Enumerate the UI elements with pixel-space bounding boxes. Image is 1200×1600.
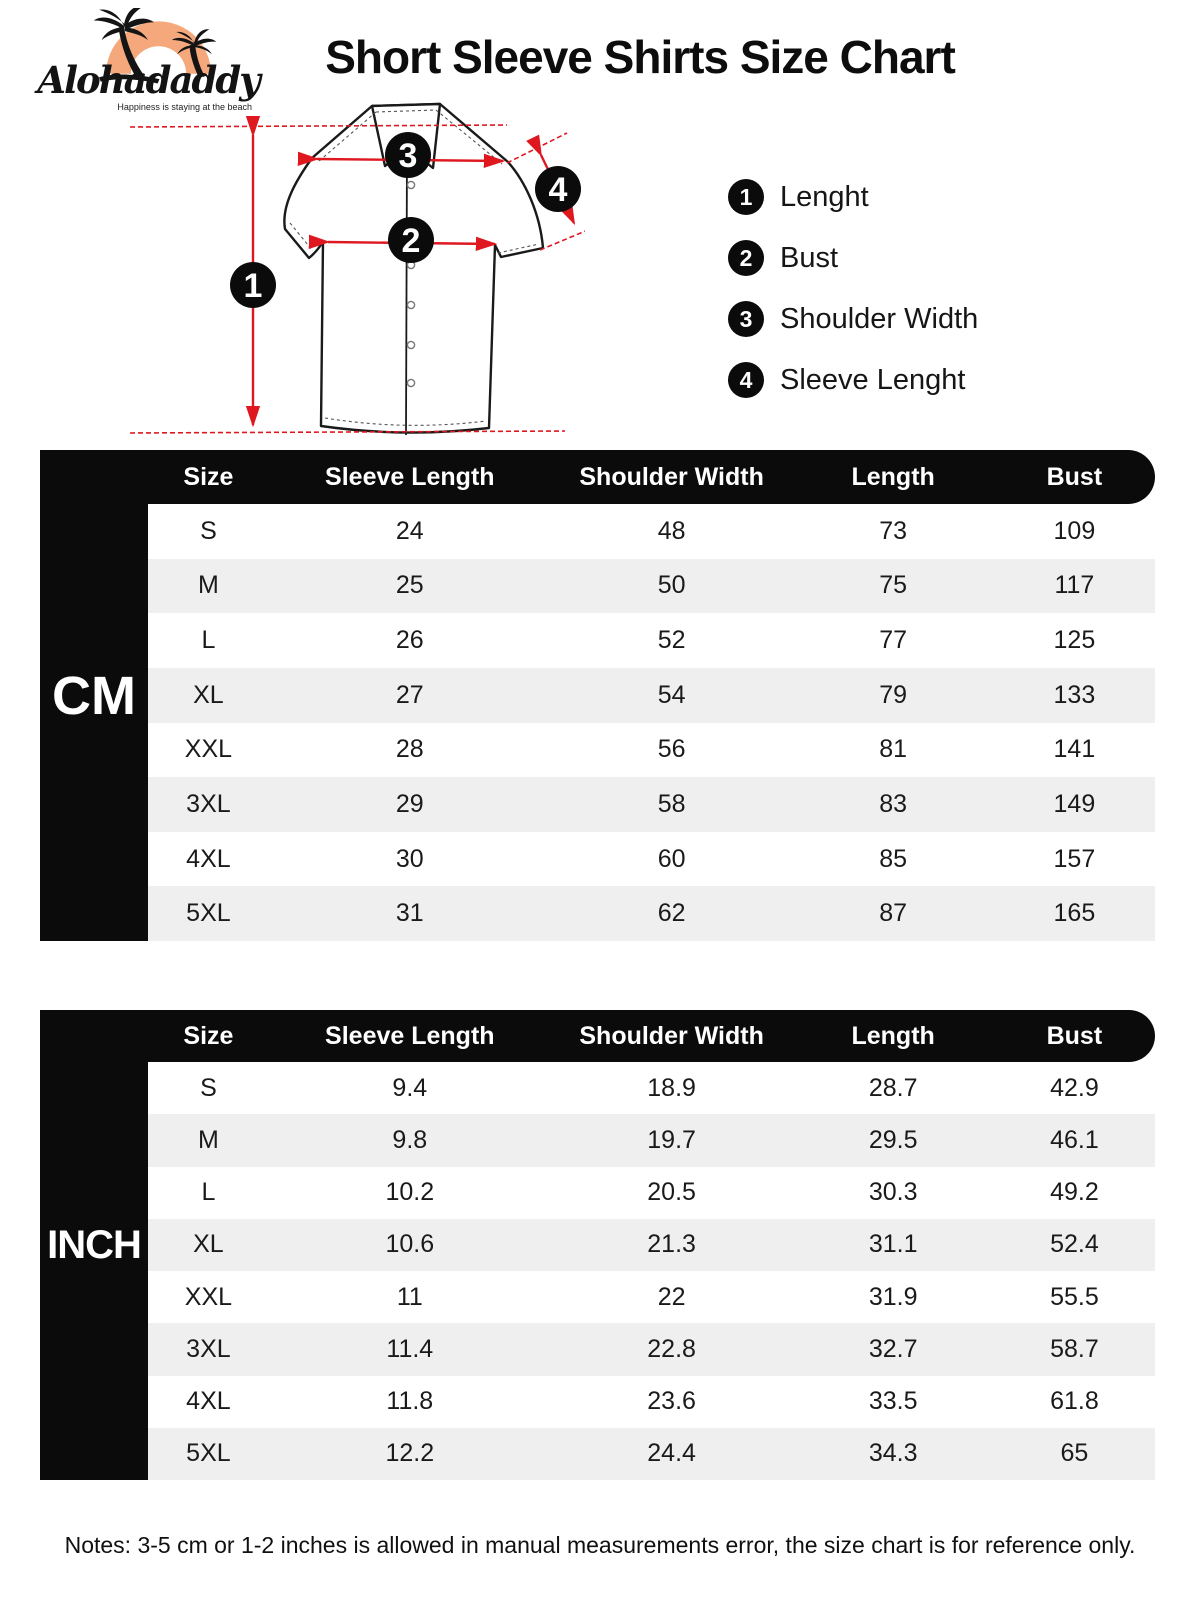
value-cell: 9.8	[392, 1125, 428, 1154]
table-row	[148, 1323, 1155, 1375]
value-cell: 20.5	[647, 1178, 696, 1207]
value-cell: 58.7	[1050, 1334, 1099, 1363]
value-cell: 77	[879, 626, 908, 655]
table-row	[148, 1114, 1155, 1166]
value-cell: 52.4	[1050, 1230, 1099, 1259]
legend-label: Lenght	[780, 180, 869, 213]
page-title: Short Sleeve Shirts Size Chart	[325, 31, 955, 83]
notes-text: Notes: 3-5 cm or 1-2 inches is allowed in manual measurements error, the size chart is for reference only.	[64, 1532, 1136, 1558]
value-cell: 54	[657, 680, 686, 709]
value-cell: 33.5	[868, 1387, 918, 1416]
size-cell: S	[200, 516, 217, 545]
value-cell: 60	[657, 844, 686, 873]
column-header: Bust	[1046, 1021, 1103, 1050]
sleeve-extent-top-line	[507, 133, 567, 163]
size-cell: 5XL	[186, 899, 231, 928]
value-cell: 49.2	[1050, 1178, 1099, 1207]
value-cell: 55.5	[1050, 1282, 1099, 1311]
value-cell: 27	[395, 680, 424, 709]
value-cell: 23.6	[647, 1387, 696, 1416]
value-cell: 10.6	[385, 1230, 435, 1259]
size-cell: L	[201, 1178, 216, 1207]
value-cell: 109	[1053, 516, 1096, 545]
table-row	[148, 723, 1155, 778]
size-cell: XL	[193, 1230, 224, 1259]
value-cell: 46.1	[1050, 1125, 1099, 1154]
value-cell: 65	[1060, 1439, 1089, 1468]
marker-2: 2	[401, 222, 421, 260]
value-cell: 75	[879, 571, 908, 600]
value-cell: 50	[657, 571, 686, 600]
table-row	[148, 1271, 1155, 1323]
table-row	[148, 668, 1155, 723]
value-cell: 11.4	[386, 1334, 434, 1363]
table-row	[148, 1167, 1155, 1219]
value-cell: 12.2	[385, 1439, 435, 1468]
table-row	[148, 1219, 1155, 1271]
value-cell: 81	[879, 735, 908, 764]
value-cell: 31	[395, 899, 424, 928]
cm-table-body	[148, 504, 1155, 941]
value-cell: 73	[879, 516, 908, 545]
value-cell: 24.4	[647, 1439, 696, 1468]
value-cell: 22	[657, 1282, 686, 1311]
table-row	[148, 1376, 1155, 1428]
inch-table-body	[148, 1062, 1155, 1480]
value-cell: 58	[657, 789, 686, 818]
legend-number-1-icon: 1	[728, 179, 764, 215]
legend-label: Sleeve Lenght	[780, 363, 966, 396]
value-cell: 19.7	[647, 1125, 696, 1154]
column-header: Size	[183, 1021, 234, 1050]
legend-item-bust	[728, 239, 1068, 277]
value-cell: 34.3	[868, 1439, 918, 1468]
size-cell: L	[201, 626, 216, 655]
table-row	[148, 613, 1155, 668]
value-cell: 32.7	[868, 1334, 918, 1363]
column-header: Sleeve Length	[325, 1021, 495, 1050]
value-cell: 28.7	[868, 1073, 918, 1102]
value-cell: 26	[395, 626, 424, 655]
value-cell: 28	[395, 735, 424, 764]
value-cell: 31.9	[868, 1282, 918, 1311]
sleeve-extent-bottom-line	[540, 227, 585, 250]
value-cell: 83	[879, 789, 908, 818]
table-row	[148, 1062, 1155, 1114]
value-cell: 24	[395, 516, 424, 545]
size-cell: 5XL	[186, 1439, 231, 1468]
value-cell: 149	[1053, 789, 1096, 818]
legend-number-2-icon: 2	[728, 240, 764, 276]
value-cell: 87	[879, 899, 908, 928]
legend-number-3-icon: 3	[728, 301, 764, 337]
value-cell: 117	[1054, 571, 1095, 600]
column-header: Shoulder Width	[579, 1021, 764, 1050]
unit-label-inch: INCH	[40, 1010, 148, 1480]
marker-4: 4	[548, 171, 568, 209]
unit-label-cm: CM	[40, 450, 148, 941]
shirt-measurement-diagram	[115, 95, 585, 447]
legend-item-shoulder-width	[728, 300, 1068, 338]
size-cell: 3XL	[186, 789, 231, 818]
value-cell: 79	[879, 680, 908, 709]
value-cell: 10.2	[385, 1178, 435, 1207]
column-header: Sleeve Length	[325, 462, 495, 491]
value-cell: 11.8	[386, 1387, 434, 1416]
cm-table-header	[40, 450, 1155, 504]
length-extent-bottom-line	[130, 431, 565, 433]
column-header: Bust	[1046, 462, 1103, 491]
size-cell: 3XL	[186, 1334, 231, 1363]
brand-tagline: Happiness is staying at the beach	[117, 102, 252, 112]
value-cell: 62	[657, 899, 686, 928]
value-cell: 52	[657, 626, 686, 655]
cm-size-table	[40, 450, 1155, 941]
value-cell: 22.8	[647, 1334, 696, 1363]
value-cell: 61.8	[1050, 1387, 1099, 1416]
value-cell: 9.4	[392, 1073, 428, 1102]
size-cell: XL	[193, 680, 224, 709]
legend-number-4-icon: 4	[728, 362, 764, 398]
size-cell: XXL	[184, 735, 233, 764]
table-row	[148, 559, 1155, 614]
value-cell: 157	[1053, 844, 1096, 873]
value-cell: 25	[395, 571, 424, 600]
legend-item-length	[728, 178, 1068, 216]
column-header: Length	[851, 462, 935, 491]
size-cell: M	[198, 1125, 219, 1154]
table-row	[148, 886, 1155, 941]
column-header: Length	[851, 1021, 935, 1050]
value-cell: 125	[1053, 626, 1096, 655]
measurement-legend	[728, 178, 1068, 422]
table-row	[148, 1428, 1155, 1480]
value-cell: 30	[395, 844, 424, 873]
value-cell: 29.5	[868, 1125, 918, 1154]
size-cell: S	[200, 1073, 217, 1102]
legend-label: Shoulder Width	[780, 302, 979, 335]
column-header: Size	[183, 462, 234, 491]
value-cell: 48	[657, 516, 686, 545]
value-cell: 85	[879, 844, 908, 873]
inch-size-table	[40, 1010, 1155, 1480]
size-cell: M	[198, 571, 219, 600]
value-cell: 165	[1053, 899, 1096, 928]
value-cell: 11	[396, 1282, 423, 1311]
table-row	[148, 504, 1155, 559]
value-cell: 21.3	[647, 1230, 696, 1259]
legend-label: Bust	[780, 241, 839, 274]
value-cell: 31.1	[868, 1230, 918, 1259]
inch-table-header	[40, 1010, 1155, 1062]
value-cell: 29	[395, 789, 424, 818]
marker-3: 3	[398, 137, 418, 175]
value-cell: 133	[1053, 680, 1096, 709]
value-cell: 56	[657, 735, 686, 764]
shirt-placket	[406, 148, 407, 435]
size-cell: 4XL	[186, 844, 231, 873]
value-cell: 30.3	[868, 1178, 918, 1207]
brand-name: Alohadaddy	[37, 58, 259, 102]
table-row	[148, 777, 1155, 832]
value-cell: 18.9	[647, 1073, 696, 1102]
column-header: Shoulder Width	[579, 462, 764, 491]
table-row	[148, 832, 1155, 887]
legend-item-sleeve-length	[728, 361, 1068, 399]
size-cell: 4XL	[186, 1387, 231, 1416]
marker-1: 1	[243, 267, 263, 305]
value-cell: 141	[1053, 735, 1096, 764]
size-cell: XXL	[184, 1282, 233, 1311]
value-cell: 42.9	[1050, 1073, 1099, 1102]
